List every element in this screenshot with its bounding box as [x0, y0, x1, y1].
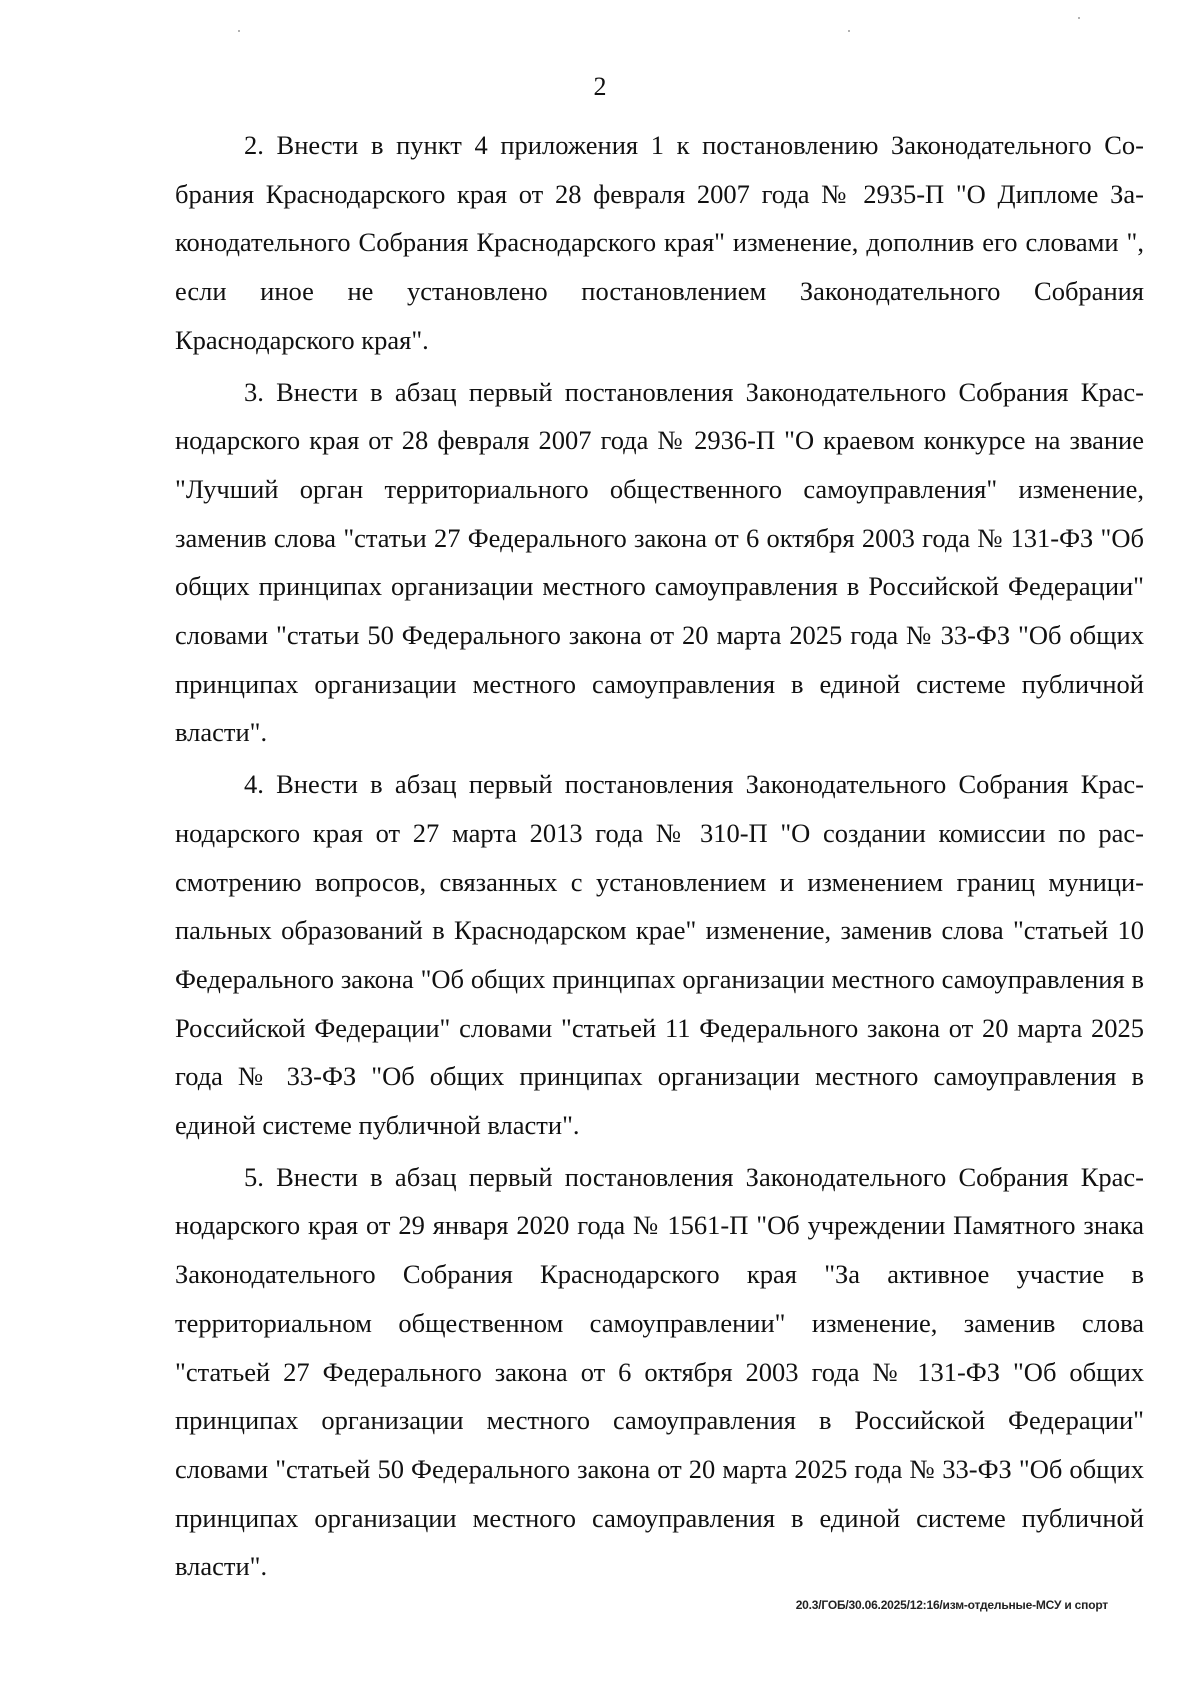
- scan-speck: [848, 30, 850, 32]
- paragraph-item-4: 4. Внести в абзац первый постановления Законодательного Собрания Краснодарского края от 27 марта 2013 года № 310-П "О создании комиссии по рассмотрению вопросов, связанных с установлением и изменением границ муниципальных образований в Краснодарском крае" изменение, заменив слова "статьей 10 Федерального закона "Об общих принципах организации местного самоуправления в Российской Федерации" словами "статьей 11 Федерального закона от 20 марта 2025 года № 33-ФЗ "Об общих принципах организации местного самоуправления в единой системе публичной власти".: [175, 769, 1144, 1141]
- scan-speck: [1078, 17, 1080, 19]
- page-number: 2: [593, 72, 607, 101]
- paragraph-item-3: 3. Внести в абзац первый постановления Законодательного Собрания Краснодарского края от 28 февраля 2007 года № 2936-П "О краевом конкурсе на звание "Лучший орган территориального общественного самоуправления" изменение, заменив слова "статьи 27 Федерального закона от 6 октября 2003 года № 131-ФЗ "Об общих принципах организации местного самоуправления в Российской Федерации" словами "статьи 50 Федерального закона от 20 марта 2025 года № 33-ФЗ "Об общих принципах организации местного самоуправления в единой системе публичной власти".: [175, 376, 1144, 748]
- document-body: [175, 121, 1144, 1594]
- document-footer-code: 20.3/ГОБ/30.06.2025/12:16/изм-отдельные-МСУ и спорт: [795, 1598, 1108, 1612]
- scan-speck: [238, 30, 240, 32]
- paragraph-item-5: 5. Внести в абзац первый постановления Законодательного Собрания Краснодарского края от 29 января 2020 года № 1561-П "Об учреждении Памятного знака Законодательного Собрания Краснодарского края "За активное участие в территориальном общественном самоуправлении" изменение, заменив слова "статьей 27 Федерального закона от 6 октября 2003 года № 131-ФЗ "Об общих принципах организации местного самоуправления в Российской Федерации" словами "статьей 50 Федерального закона от 20 марта 2025 года № 33-ФЗ "Об общих принципах организации местного самоуправления в единой системе публичной власти".: [175, 1161, 1144, 1582]
- paragraph-item-2: 2. Внести в пункт 4 приложения 1 к постановлению Законодательного Собрания Краснодарского края от 28 февраля 2007 года № 2935-П "О Дипломе Законодательного Собрания Краснодарского края" изменение, дополнив его словами ", если иное не установлено постановлением Законодательного Собрания Краснодарского края".: [175, 130, 1144, 355]
